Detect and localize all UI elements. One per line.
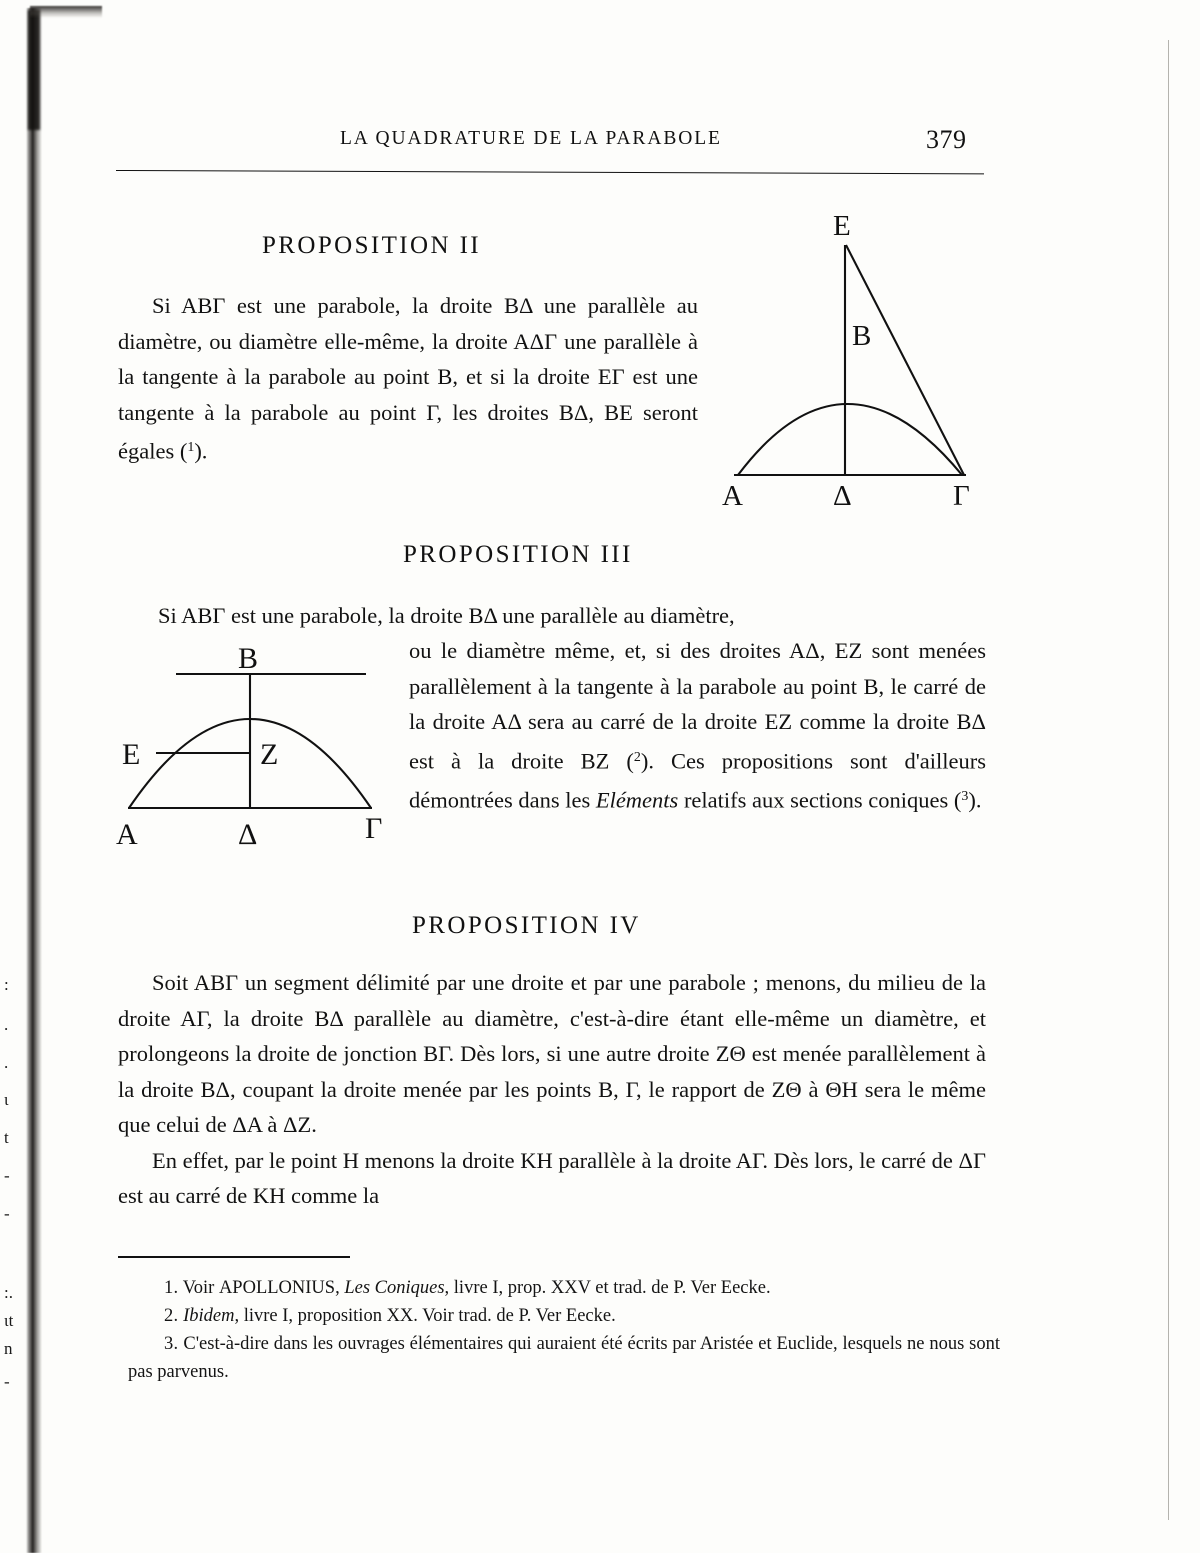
page-edge-line xyxy=(1168,40,1169,1520)
figure-label-Gamma: Γ xyxy=(365,812,383,845)
footnote-text-after: , livre I, proposition XX. Voir trad. de P. Ver Eecke. xyxy=(234,1306,616,1326)
gutter-top-cap xyxy=(30,6,102,18)
heading-proposition-iii: PROPOSITION III xyxy=(403,541,633,568)
body-proposition-iii xyxy=(409,633,986,818)
figure-label-B: B xyxy=(238,642,259,675)
figure-label-Gamma: Γ xyxy=(953,480,970,512)
margin-bleed-fragment: . xyxy=(4,1015,9,1034)
footnote-item xyxy=(128,1330,1000,1386)
margin-bleed-fragment: t xyxy=(4,1128,9,1147)
margin-bleed-fragment: ιt xyxy=(4,1311,14,1330)
footnote-work: Les Coniques xyxy=(344,1278,445,1298)
footnote-author: APOLLONIUS xyxy=(218,1278,336,1298)
gutter-shadow-top xyxy=(28,10,40,130)
figure-label-E: E xyxy=(833,210,851,242)
margin-bleed-fragment: :. xyxy=(4,1283,13,1302)
paragraph: Soit ABΓ un segment délimité par une droite et par une parabole ; menons, du milieu de la droite AΓ, la droite BΔ parallèle au diamètre, c'est-à-dire étant elle-même un diamètre, et prolongeons la droite de jonction BΓ. Dès lors, si une autre droite ZΘ est menée parallèlement à la droite BΔ, coupant la droite menée par les points B, Γ, le rapport de ZΘ à ΘH sera le même que celui de ΔA à ΔZ. xyxy=(118,970,986,1137)
footnote-separator-rule xyxy=(118,1256,350,1258)
header-rule xyxy=(116,170,984,174)
paragraph: Si ABΓ est une parabole, la droite BΔ une parallèle au diamètre, ou diamètre elle-même, la droite AΔΓ une parallèle à la tangente à la parabole au point B, et si la droite EΓ est une tangente à la parabole au point Γ, les droites BΔ, BE seront égales ($^1$). xyxy=(118,293,698,464)
body-proposition-ii xyxy=(118,288,698,469)
margin-bleed-fragment: . xyxy=(4,1053,9,1072)
margin-bleed-fragment: - xyxy=(4,1372,10,1391)
footnote-text-after: C'est-à-dire dans les ouvrages élémentaires qui auraient été écrits par Aristée et Euclide, lesquels ne nous sont pas parvenus. xyxy=(128,1334,1000,1382)
footnote-item xyxy=(128,1302,1000,1330)
footnote-item xyxy=(128,1274,1000,1302)
page-number: 379 xyxy=(926,125,967,154)
footnote-text-mid: , xyxy=(335,1278,345,1298)
figure-label-A: A xyxy=(722,480,743,512)
footnote-text-after: , livre I, prop. XXV et trad. de P. Ver Eecke. xyxy=(444,1278,771,1298)
figure-proposition-iii xyxy=(110,642,400,851)
figure-label-Delta: Δ xyxy=(833,480,852,512)
footnote-text-before: Voir xyxy=(182,1278,219,1298)
margin-bleed-fragment: : xyxy=(4,975,9,994)
margin-bleed-fragment: - xyxy=(4,1166,10,1185)
footnote-number: 2. xyxy=(164,1306,179,1326)
gutter-shadow xyxy=(26,8,42,1553)
paragraph: ou le diamètre même, et, si des droites AΔ, EZ sont menées parallèlement à la tangente à la parabole au point B, le carré de la droite AΔ sera au carré de la droite EZ comme la droite BΔ est à la droite BZ ($^2$). Ces propositions sont d'ailleurs démontrées dans les Eléments relatifs aux sections coniques ($^3$). xyxy=(409,638,986,813)
running-head: LA QUADRATURE DE LA PARABOLE xyxy=(340,128,722,149)
body-proposition-iv xyxy=(118,965,986,1214)
footnote-number: 3. xyxy=(164,1334,179,1354)
margin-bleed-fragment: n xyxy=(4,1339,13,1358)
figure-label-E: E xyxy=(122,738,141,771)
figure-proposition-ii xyxy=(700,205,1000,512)
heading-proposition-iv: PROPOSITION IV xyxy=(412,912,641,939)
figure-label-B: B xyxy=(852,320,872,352)
figure-label-A: A xyxy=(116,818,138,851)
margin-bleed-fragment: - xyxy=(4,1204,10,1223)
footnote-work: Ibidem xyxy=(183,1306,235,1326)
body-proposition-iii-line1 xyxy=(158,598,986,634)
figure-label-Z: Z xyxy=(260,738,279,771)
paragraph: En effet, par le point H menons la droite KH parallèle à la droite AΓ. Dès lors, le carré de ΔΓ est au carré de KH comme la xyxy=(118,1147,986,1208)
paragraph: Si ABΓ est une parabole, la droite BΔ une parallèle au diamètre, xyxy=(158,603,735,628)
margin-bleed-fragment: ι xyxy=(4,1090,9,1109)
footnote-number: 1. xyxy=(164,1278,179,1298)
figure-label-Delta: Δ xyxy=(238,818,258,851)
footnotes xyxy=(128,1274,1000,1386)
heading-proposition-ii: PROPOSITION II xyxy=(262,232,482,259)
